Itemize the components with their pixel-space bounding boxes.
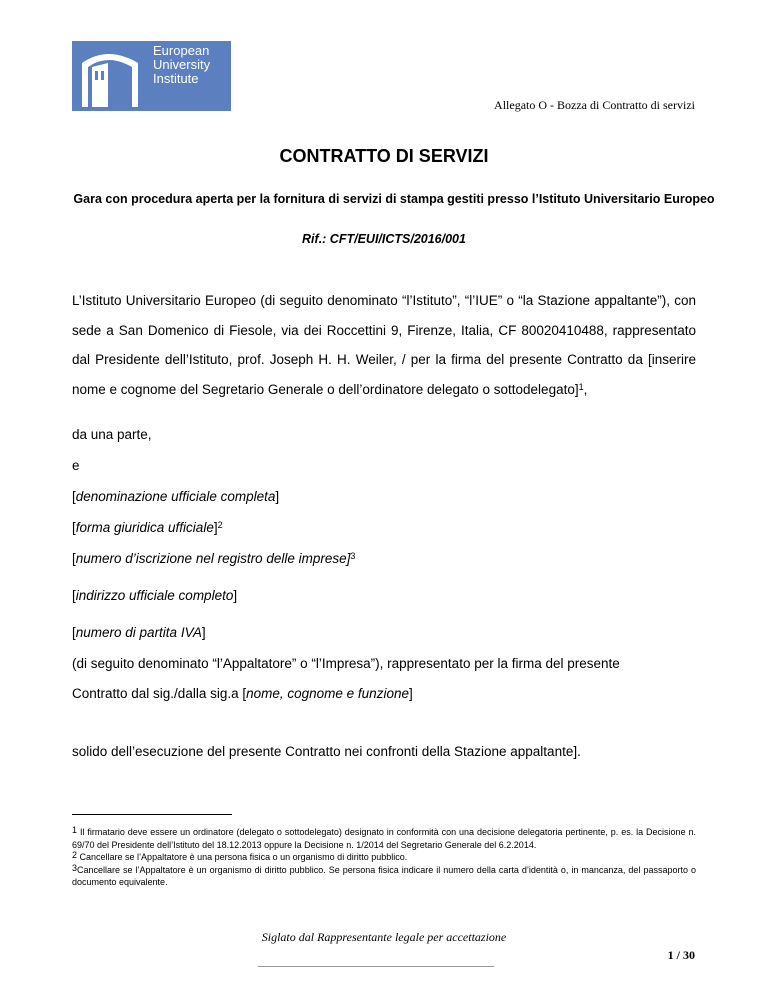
field-iva: [numero di partita IVA] bbox=[72, 625, 206, 640]
field-forma: [forma giuridica ufficiale]$^2$ bbox=[72, 520, 223, 535]
footnote-2: $^2$ Cancellare se l’Appaltatore è una persona fisica o un organismo di diritto pubblico. bbox=[72, 850, 408, 862]
logo-line-3: Institute bbox=[153, 71, 199, 86]
document-title: CONTRATTO DI SERVIZI bbox=[279, 146, 489, 166]
field-numero-iscrizione-text: numero d’iscrizione nel registro delle imprese] bbox=[75, 551, 351, 566]
logo-line-2: University bbox=[153, 57, 211, 72]
eui-logo bbox=[72, 41, 231, 111]
footnotes bbox=[72, 826, 696, 889]
conjunction: e bbox=[72, 458, 80, 473]
contractor-line-1: (di seguito denominato “l’Appaltatore” o “l’Impresa”), rappresentato per la firma del presente bbox=[72, 656, 620, 671]
field-indirizzo: [indirizzo ufficiale completo] bbox=[72, 588, 238, 603]
footnote-3: $^3$Cancellare se l’Appaltatore è un organismo di diritto pubblico. Se persona fisica indicare il numero della carta d’identità o, in mancanza, del passaporto o documento equivalente. bbox=[72, 862, 696, 887]
contractor-paragraph bbox=[72, 649, 696, 708]
field-iva-text: numero di partita IVA bbox=[75, 625, 202, 640]
footnote-2-text: Cancellare se l’Appaltatore è una persona fisica o un organismo di diritto pubblico. bbox=[79, 852, 408, 862]
page-number: 1 / 30 bbox=[667, 948, 695, 962]
signature-note: Siglato dal Rappresentante legale per accettazione bbox=[261, 930, 507, 944]
footnote-ref-2[interactable]: 2 bbox=[217, 520, 223, 530]
logo-line-1: European bbox=[153, 43, 210, 58]
document-subtitle: Gara con procedura aperta per la fornitura di servizi di stampa gestiti presso l’Istituto Universitario Europeo bbox=[73, 192, 715, 206]
footnote-1: $^1$ Il firmatario deve essere un ordinatore (delegato o sottodelegato) designato in conformità con una decisione delegatoria pertinente, p. es. la Decisione n. 69/70 del Presidente dell’Istituto del 18.12.2013 oppure la Decisione n. 1/2014 del Segretario Generale del 6.2.2014. bbox=[72, 825, 696, 850]
field-numero-iscrizione: [numero d’iscrizione nel registro delle imprese]$^3$ bbox=[72, 551, 356, 566]
joint-line-2: solido dell’esecuzione del presente Contratto nei confronti della Stazione appaltante]. bbox=[72, 744, 581, 759]
logo-wordmark bbox=[150, 41, 231, 111]
footnote-ref-1[interactable]: 1 bbox=[578, 381, 584, 392]
intro-tail: , bbox=[583, 381, 588, 397]
annex-label: Allegato O - Bozza di Contratto di servizi bbox=[494, 98, 695, 112]
contractor-line-2 bbox=[72, 679, 696, 709]
footnote-3-text: Cancellare se l’Appaltatore è un organismo di diritto pubblico. Se persona fisica indicare il numero della carta d’identità o, in mancanza, del passaporto o documento equivalente. bbox=[72, 864, 696, 887]
building-window-icon bbox=[72, 41, 150, 111]
intro-text: L’Istituto Universitario Europeo (di seguito denominato “l’Istituto”, “l’IUE” o “la Stazione appaltante”), con sede a San Domenico di Fiesole, via dei Roccettini 9, Firenze, Italia, CF 80020410488, rappresentato dal Presidente dell’Istituto, prof. Joseph H. H. Weiler, / per la firma del presente Contratto da [inserire nome e cognome del Segretario Generale o dell’ordinatore delegato o sottodelegato] bbox=[72, 293, 696, 397]
signature-line bbox=[258, 966, 494, 967]
field-denominazione-text: denominazione ufficiale completa bbox=[75, 489, 276, 504]
reference-number: Rif.: CFT/EUI/ICTS/2016/001 bbox=[302, 232, 466, 246]
contractor-line-2-prefix: Contratto dal sig./dalla sig.a [ bbox=[72, 685, 247, 701]
field-indirizzo-text: indirizzo ufficiale completo bbox=[75, 588, 234, 603]
field-forma-text: forma giuridica ufficiale bbox=[75, 520, 214, 535]
field-denominazione: [denominazione ufficiale completa] bbox=[72, 489, 280, 504]
footnote-1-text: Il firmatario deve essere un ordinatore (delegato o sottodelegato) designato in conformità con una decisione delegatoria pertinente, p. es. la Decisione n. 69/70 del Presidente dell’Istituto del 18.12.2013 oppure la Decisione n. 1/2014 del Segretario Generale del 6.2.2014. bbox=[72, 827, 696, 850]
party-one-label: da una parte, bbox=[72, 427, 152, 442]
footnote-ref-3[interactable]: 3 bbox=[350, 551, 356, 561]
footnote-divider bbox=[72, 814, 232, 815]
contractor-line-2-suffix: ] bbox=[408, 685, 413, 701]
intro-paragraph bbox=[72, 286, 696, 404]
contractor-line-2-italic: nome, cognome e funzione bbox=[246, 685, 409, 701]
